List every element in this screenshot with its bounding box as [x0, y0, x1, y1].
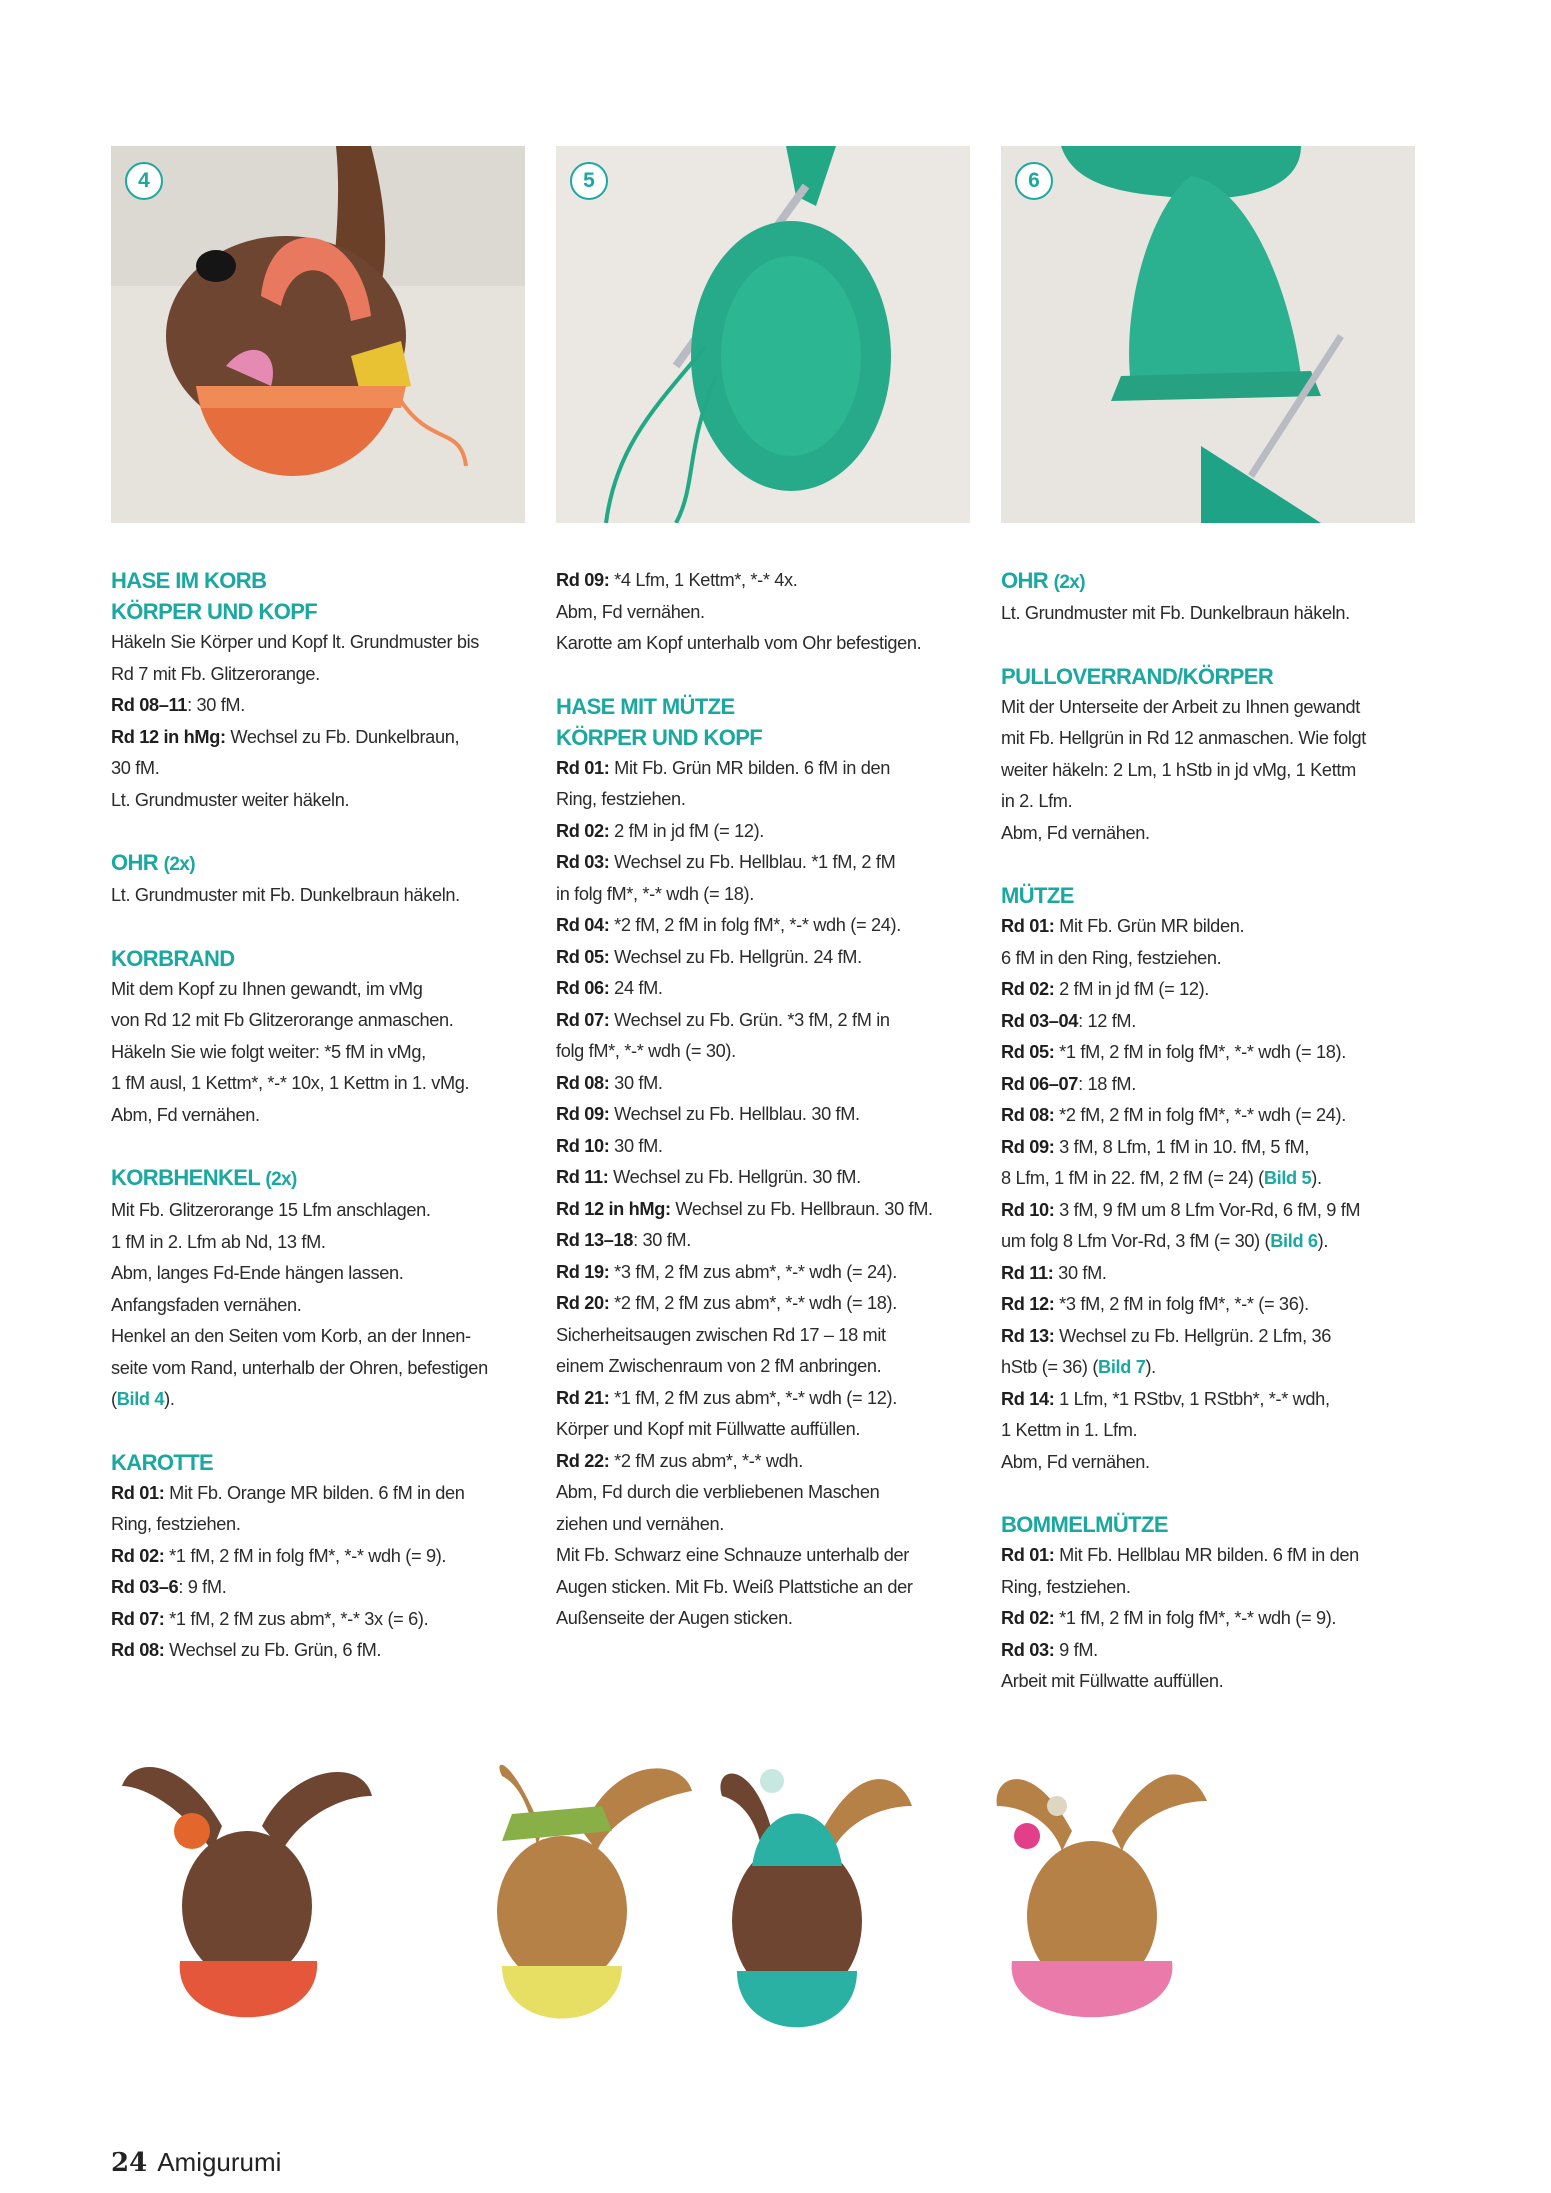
- round-row: [556, 753, 976, 785]
- round-row: [556, 565, 976, 597]
- round-text: Mit Fb. Grün MR bilden. 6 fM in den: [609, 757, 891, 778]
- round-text: : 12 fM.: [1078, 1010, 1136, 1031]
- section-bommelmuetze: [1001, 1509, 1421, 1698]
- instruction-line: Abm, Fd vernähen.: [1001, 822, 1150, 843]
- round-label: Rd 08:: [556, 1072, 610, 1093]
- count-label: (2x): [265, 1169, 297, 1190]
- round-text: 1 Kettm in 1. Lfm.: [1001, 1420, 1138, 1440]
- round-text: *4 Lfm, 1 Kettm*, *-* 4x.: [609, 570, 798, 590]
- round-text: *3 fM, 2 fM zus abm*, *-* wdh (= 24).: [609, 1261, 897, 1282]
- round-text: Abm, Fd durch die verbliebenen Maschen: [556, 1482, 880, 1502]
- round-text: *2 fM, 2 fM in folg fM*, *-* wdh (= 24).: [1054, 1105, 1346, 1125]
- instruction-line: 30 fM.: [111, 758, 160, 778]
- round-label: Rd 13:: [1001, 1325, 1055, 1346]
- step-badge: 5: [570, 162, 608, 200]
- instruction-line: Abm, Fd vernähen.: [556, 601, 705, 622]
- round-row: [111, 1604, 531, 1636]
- round-text: 24 fM.: [609, 978, 663, 998]
- instruction-line: Henkel an den Seiten vom Korb, an der Innen-: [111, 1326, 471, 1346]
- instruction-line: [1001, 1226, 1421, 1258]
- magazine-name: Amigurumi: [157, 2147, 282, 2177]
- round-text: Wechsel zu Fb. Hellgrün. 2 Lfm, 36: [1054, 1325, 1332, 1346]
- round-row: [556, 1288, 976, 1320]
- section-hase-mit-muetze: [556, 691, 976, 1635]
- round-label: Rd 08:: [1001, 1105, 1055, 1125]
- instruction-line: Abm, langes Fd-Ende hängen lassen.: [111, 1263, 404, 1283]
- round-text: Sicherheitsaugen zwischen Rd 17 – 18 mit: [556, 1324, 886, 1345]
- round-row: [1001, 1132, 1421, 1164]
- instruction-line: in 2. Lfm.: [1001, 791, 1073, 811]
- round-row: [556, 1446, 976, 1478]
- round-label: Rd 05:: [556, 946, 610, 967]
- title-text: KORBHENKEL: [111, 1165, 260, 1190]
- round-text: *2 fM zus abm*, *-* wdh.: [609, 1450, 803, 1471]
- instruction-line: 1 fM in 2. Lfm ab Nd, 13 fM.: [111, 1231, 326, 1252]
- instruction-line: Rd 7 mit Fb. Glitzerorange.: [111, 663, 320, 684]
- round-text: Wechsel zu Fb. Hellbraun. 30 fM.: [670, 1198, 933, 1219]
- round-text: *1 fM, 2 fM in folg fM*, *-* wdh (= 9).: [1054, 1608, 1337, 1628]
- round-text: 30 fM.: [1053, 1262, 1107, 1283]
- green-hat-crochet-image: [556, 146, 970, 523]
- round-text: Abm, Fd vernähen.: [1001, 1451, 1150, 1472]
- round-text: : 18 fM.: [1078, 1073, 1136, 1094]
- round-label: Rd 06–07: [1001, 1073, 1079, 1094]
- section-karotte: [111, 1447, 531, 1667]
- instruction-line: [1001, 1163, 1421, 1195]
- round-label: Rd 03:: [1001, 1639, 1055, 1660]
- round-label: Rd 04:: [556, 915, 610, 935]
- step-badge: 6: [1015, 162, 1053, 200]
- round-text: *1 fM, 2 fM zus abm*, *-* 3x (= 6).: [164, 1608, 429, 1629]
- round-row: [111, 690, 531, 722]
- round-text: : 9 fM.: [178, 1577, 227, 1597]
- round-label: Rd 09:: [556, 570, 610, 590]
- instruction-line: Lt. Grundmuster mit Fb. Dunkelbraun häkeln.: [1001, 603, 1350, 623]
- instruction-line: [556, 784, 976, 816]
- photo-four-bunnies: [72, 1736, 1452, 2076]
- photo-bunny-basket-step: [111, 146, 525, 523]
- round-text: Wechsel zu Fb. Hellblau. *1 fM, 2 fM: [609, 852, 896, 872]
- instruction-line: [556, 1036, 976, 1068]
- section-ohr: [111, 847, 531, 912]
- round-label: Rd 11:: [1001, 1262, 1054, 1283]
- round-label: Rd 01:: [556, 757, 610, 778]
- round-label: Rd 12 in hMg:: [111, 726, 226, 747]
- paren: (: [111, 1389, 117, 1409]
- instruction-line: weiter häkeln: 2 Lm, 1 hStb in jd vMg, 1 Kettm: [1001, 759, 1356, 780]
- round-text: *1 fM, 2 fM in folg fM*, *-* wdh (= 18).: [1054, 1042, 1346, 1062]
- photo-hat-cone-step: [1001, 146, 1415, 523]
- section-title: HASE IM KORB: [111, 568, 267, 593]
- instruction-line: [1001, 1666, 1421, 1698]
- green-cone-hat-image: [1001, 146, 1415, 523]
- round-label: Rd 03:: [556, 852, 610, 872]
- round-text: *3 fM, 2 fM in folg fM*, *-* (= 36).: [1054, 1294, 1309, 1314]
- round-text: ziehen und vernähen.: [556, 1513, 724, 1534]
- round-row: [556, 942, 976, 974]
- section-title: BOMMELMÜTZE: [1001, 1512, 1168, 1537]
- round-text: folg fM*, *-* wdh (= 30).: [556, 1041, 736, 1061]
- instruction-line: [1001, 943, 1421, 975]
- instruction-line: [1001, 1352, 1421, 1384]
- round-text: Wechsel zu Fb. Hellgrün. 30 fM.: [608, 1167, 861, 1187]
- section-subtitle: KÖRPER UND KOPF: [111, 599, 318, 624]
- instruction-line: mit Fb. Hellgrün in Rd 12 anmaschen. Wie folgt: [1001, 728, 1366, 748]
- round-text: *1 fM, 2 fM in folg fM*, *-* wdh (= 9).: [164, 1545, 447, 1566]
- round-text: Mit Fb. Orange MR bilden. 6 fM in den: [164, 1482, 465, 1503]
- round-text: *1 fM, 2 fM zus abm*, *-* wdh (= 12).: [609, 1387, 897, 1408]
- instruction-line: [111, 1384, 531, 1416]
- round-text: Arbeit mit Füllwatte auffüllen.: [1001, 1671, 1224, 1691]
- instruction-line: [556, 1603, 976, 1635]
- round-row: [556, 1005, 976, 1037]
- round-text: um folg 8 Lfm Vor-Rd, 3 fM (= 30) (: [1001, 1231, 1271, 1251]
- round-text: 1 Lfm, *1 RStbv, 1 RStbh*, *-* wdh,: [1054, 1388, 1330, 1409]
- instruction-line: Mit Fb. Glitzerorange 15 Lfm anschlagen.: [111, 1200, 431, 1220]
- round-text: 30 fM.: [609, 1135, 663, 1156]
- round-list: [556, 753, 976, 1635]
- section-korbrand: [111, 943, 531, 1132]
- round-row: [111, 1478, 531, 1510]
- round-label: Rd 06:: [556, 978, 610, 998]
- round-row: [1001, 1069, 1421, 1101]
- round-label: Rd 02:: [1001, 979, 1055, 999]
- round-row: [556, 1225, 976, 1257]
- instruction-line: [556, 879, 976, 911]
- round-row: [1001, 974, 1421, 1006]
- instruction-line: Häkeln Sie Körper und Kopf lt. Grundmuster bis: [111, 632, 480, 652]
- round-row: [1001, 1037, 1421, 1069]
- round-label: Rd 08–11: [111, 695, 188, 715]
- round-text: 3 fM, 8 Lfm, 1 fM in 10. fM, 5 fM,: [1054, 1136, 1310, 1157]
- round-label: Rd 02:: [1001, 1608, 1055, 1628]
- round-text: einem Zwischenraum von 2 fM anbringen.: [556, 1356, 882, 1376]
- round-row: [111, 1541, 531, 1573]
- section-title: HASE MIT MÜTZE: [556, 693, 735, 719]
- title-text: OHR: [111, 850, 159, 875]
- round-text: Mit Fb. Grün MR bilden.: [1054, 916, 1245, 936]
- page-number: 24: [111, 2148, 148, 2178]
- round-text: : 30 fM.: [633, 1230, 691, 1250]
- round-label: Rd 02:: [111, 1545, 165, 1566]
- column-3: [1001, 565, 1421, 1698]
- round-label: Rd 02:: [556, 820, 610, 841]
- instruction-line: Lt. Grundmuster mit Fb. Dunkelbraun häkeln.: [111, 885, 460, 905]
- section-title: [111, 847, 531, 880]
- instruction-line: Anfangsfaden vernähen.: [111, 1294, 302, 1315]
- round-label: Rd 01:: [1001, 1545, 1055, 1565]
- instruction-line: [1001, 1572, 1421, 1604]
- figure-reference-link[interactable]: Bild 7: [1098, 1357, 1146, 1377]
- instruction-line: Ring, festziehen.: [111, 1514, 241, 1534]
- round-row: [1001, 1384, 1421, 1416]
- round-text: 9 fM.: [1054, 1639, 1098, 1660]
- round-row: [111, 1635, 531, 1667]
- figure-reference-link[interactable]: Bild 6: [1270, 1231, 1318, 1251]
- instruction-line: [1001, 1415, 1421, 1447]
- round-text: Wechsel zu Fb. Grün. *3 fM, 2 fM in: [609, 1009, 890, 1030]
- round-row: [556, 1257, 976, 1289]
- instruction-line: Mit dem Kopf zu Ihnen gewandt, im vMg: [111, 978, 423, 999]
- count-label: (2x): [163, 854, 195, 875]
- column-2: [556, 565, 976, 1635]
- instruction-line: 1 fM ausl, 1 Kettm*, *-* 10x, 1 Kettm in 1. vMg.: [111, 1073, 470, 1093]
- round-row: [556, 1131, 976, 1163]
- round-text: 2 fM in jd fM (= 12).: [609, 820, 765, 841]
- instruction-line: [556, 1572, 976, 1604]
- round-text: in folg fM*, *-* wdh (= 18).: [556, 883, 754, 904]
- round-row: [556, 910, 976, 942]
- photo-hat-crochet-step: [556, 146, 970, 523]
- count-label: (2x): [1053, 572, 1085, 593]
- instruction-line: [1001, 1447, 1421, 1479]
- round-text: Wechsel zu Fb. Grün, 6 fM.: [164, 1640, 382, 1660]
- round-text: *2 fM, 2 fM in folg fM*, *-* wdh (= 24).: [609, 915, 901, 935]
- round-label: Rd 10:: [1001, 1199, 1055, 1220]
- round-row: [1001, 1195, 1421, 1227]
- round-label: Rd 10:: [556, 1135, 610, 1156]
- instruction-line: [556, 1414, 976, 1446]
- instruction-line: Lt. Grundmuster weiter häkeln.: [111, 789, 350, 810]
- section-title: PULLOVERRAND/KÖRPER: [1001, 663, 1274, 689]
- step-badge: 4: [125, 162, 163, 200]
- round-text: 30 fM.: [609, 1072, 663, 1093]
- round-text: *2 fM, 2 fM zus abm*, *-* wdh (= 18).: [609, 1293, 897, 1313]
- round-text: : 30 fM.: [187, 695, 245, 715]
- round-label: Rd 19:: [556, 1261, 610, 1282]
- round-row: [1001, 1258, 1421, 1290]
- round-text: Ring, festziehen.: [556, 789, 686, 809]
- round-text: Ring, festziehen.: [1001, 1576, 1131, 1597]
- section-title: MÜTZE: [1001, 883, 1074, 908]
- round-text: Wechsel zu Fb. Hellblau. 30 fM.: [609, 1104, 860, 1124]
- round-label: Rd 09:: [1001, 1136, 1055, 1157]
- round-row: [556, 973, 976, 1005]
- round-row: [556, 1194, 976, 1226]
- instruction-line: [556, 1351, 976, 1383]
- round-label: Rd 11:: [556, 1167, 609, 1187]
- round-label: Rd 07:: [556, 1009, 610, 1030]
- round-row: [556, 816, 976, 848]
- round-label: Rd 07:: [111, 1608, 165, 1629]
- round-row: [1001, 1006, 1421, 1038]
- bunny-basket-image: [111, 146, 525, 523]
- instruction-line: [556, 1477, 976, 1509]
- instruction-line: [556, 1540, 976, 1572]
- round-text: 2 fM in jd fM (= 12).: [1054, 979, 1210, 999]
- round-text: Mit Fb. Hellblau MR bilden. 6 fM in den: [1054, 1545, 1359, 1565]
- round-label: Rd 01:: [1001, 916, 1055, 936]
- paren: ).: [1317, 1231, 1329, 1251]
- round-text: Augen sticken. Mit Fb. Weiß Plattstiche an der: [556, 1576, 913, 1597]
- round-row: [1001, 1603, 1421, 1635]
- instruction-line: Häkeln Sie wie folgt weiter: *5 fM in vMg,: [111, 1041, 426, 1062]
- paren: ).: [1145, 1357, 1156, 1377]
- instruction-line: [556, 1509, 976, 1541]
- round-label: Rd 08:: [111, 1640, 165, 1660]
- instruction-line: von Rd 12 mit Fb Glitzerorange anmaschen.: [111, 1010, 454, 1030]
- round-label: Rd 14:: [1001, 1388, 1055, 1409]
- instruction-line: seite vom Rand, unterhalb der Ohren, befestigen: [111, 1357, 488, 1378]
- round-row: [111, 722, 531, 754]
- section-hase-im-korb: [111, 565, 531, 816]
- round-label: Rd 22:: [556, 1450, 610, 1471]
- instruction-line: Abm, Fd vernähen.: [111, 1104, 260, 1125]
- round-text: 6 fM in den Ring, festziehen.: [1001, 947, 1222, 968]
- bunnies-image: [72, 1736, 1452, 2076]
- round-label: Rd 20:: [556, 1293, 610, 1313]
- section-muetze: [1001, 880, 1421, 1478]
- round-row: [1001, 1540, 1421, 1572]
- round-row: [556, 1162, 976, 1194]
- round-label: Rd 21:: [556, 1387, 610, 1408]
- round-text: 8 Lfm, 1 fM in 22. fM, 2 fM (= 24) (: [1001, 1168, 1264, 1188]
- instruction-line: Karotte am Kopf unterhalb vom Ohr befestigen.: [556, 633, 922, 653]
- round-text: Wechsel zu Fb. Dunkelbraun,: [225, 726, 460, 747]
- round-row: [556, 1383, 976, 1415]
- round-label: Rd 03–04: [1001, 1010, 1079, 1031]
- round-row: [111, 1572, 531, 1604]
- round-label: Rd 13–18: [556, 1230, 634, 1250]
- round-label: Rd 03–6: [111, 1577, 179, 1597]
- round-row: [1001, 1635, 1421, 1667]
- round-text: 3 fM, 9 fM um 8 Lfm Vor-Rd, 6 fM, 9 fM: [1054, 1199, 1361, 1220]
- figure-reference-link[interactable]: Bild 4: [116, 1389, 165, 1409]
- round-label: Rd 01:: [111, 1482, 165, 1503]
- section-title: [111, 1162, 531, 1195]
- instruction-line: Mit der Unterseite der Arbeit zu Ihnen gewandt: [1001, 696, 1360, 717]
- round-text: Wechsel zu Fb. Hellgrün. 24 fM.: [609, 946, 862, 967]
- title-text: OHR: [1001, 568, 1049, 593]
- round-list: [1001, 1540, 1421, 1698]
- round-text: Außenseite der Augen sticken.: [556, 1608, 793, 1628]
- section-subtitle: KÖRPER UND KOPF: [556, 724, 763, 750]
- round-text: Mit Fb. Schwarz eine Schnauze unterhalb der: [556, 1545, 909, 1565]
- round-label: Rd 12 in hMg:: [556, 1198, 671, 1219]
- round-label: Rd 12:: [1001, 1294, 1055, 1314]
- section-title: [1001, 565, 1421, 598]
- round-row: [1001, 911, 1421, 943]
- figure-reference-link[interactable]: Bild 5: [1263, 1168, 1312, 1188]
- round-text: Körper und Kopf mit Füllwatte auffüllen.: [556, 1419, 861, 1439]
- round-row: [556, 847, 976, 879]
- round-row: [1001, 1321, 1421, 1353]
- paren: ).: [1311, 1168, 1322, 1188]
- round-text: hStb (= 36) (: [1001, 1357, 1099, 1377]
- round-list: [1001, 911, 1421, 1478]
- section-title: KAROTTE: [111, 1449, 214, 1475]
- section-pulloverrand: [1001, 661, 1421, 850]
- round-row: [556, 1068, 976, 1100]
- instruction-line: [556, 1320, 976, 1352]
- section-ohr: [1001, 565, 1421, 630]
- section-korbhenkel: [111, 1162, 531, 1416]
- section-title: KORBRAND: [111, 945, 235, 971]
- page-footer: [111, 2147, 281, 2178]
- round-row: [556, 1099, 976, 1131]
- round-label: Rd 05:: [1001, 1042, 1055, 1062]
- paren: ).: [164, 1389, 175, 1409]
- round-row: [1001, 1289, 1421, 1321]
- section-karotte-cont: [556, 565, 976, 660]
- round-label: Rd 09:: [556, 1104, 610, 1124]
- round-row: [1001, 1100, 1421, 1132]
- column-1: [111, 565, 531, 1667]
